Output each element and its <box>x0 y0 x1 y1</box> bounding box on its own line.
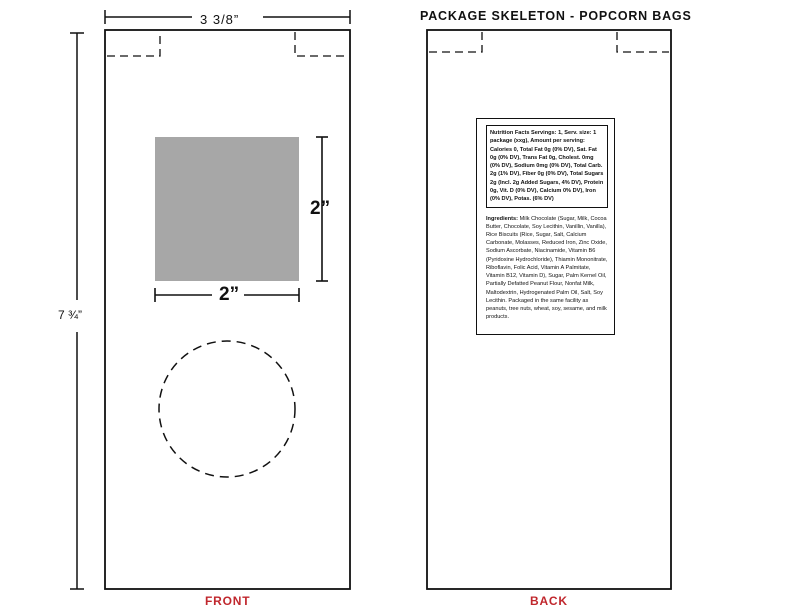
page-title: PACKAGE SKELETON - POPCORN BAGS <box>420 9 692 23</box>
front-fold-marks <box>107 32 348 56</box>
ingredients-heading: Ingredients: <box>486 215 519 222</box>
front-panel <box>105 30 350 589</box>
dashed-circle-cutout <box>159 341 295 477</box>
window-width-label: 2” <box>219 284 240 305</box>
nutrition-facts: Nutrition Facts Servings: 1, Serv. size: 1 package (xxg), Amount per serving: Calories 0, Total Fat 0g (0% DV), Sat. Fat 0g (0% DV), Trans Fat 0g, Cholest. 0mg (0% DV), Sodium 0mg (0% DV), Total Carb. 2g (1% DV), Fiber 0g (0% DV), Total Sugars 2g (Incl. 2g Added Sugars, 4% DV), Protein 0g, Vit. D (0% DV), Calcium 0% DV), Iron (0% DV), Potas. (6% DV) <box>486 125 608 208</box>
height-label: 7 ¾” <box>58 308 83 322</box>
nutrition-label <box>476 118 615 335</box>
window-height-label: 2” <box>310 198 331 219</box>
width-label: 3 3/8” <box>200 12 240 27</box>
front-label: FRONT <box>205 594 251 608</box>
ingredients-text <box>486 215 608 322</box>
back-fold-marks <box>429 32 669 52</box>
ingredients-list: Milk Chocolate (Sugar, Milk, Cocoa Butter, Chocolate, Soy Lecithin, Vanillin, Vanilla), Rice Biscuits (Rice, Sugar, Salt, Calcium Carbonate, Molasses, Reduced Iron, Zinc Oxide, Sodium Ascorbate, Niacinamide, Vitamin B6 (Pyridoxine Hydrochloride), Thiamin Mononitrate, Riboflavin, Folic Acid, Vitamin A Palmitate, Vitamin B12, Vitamin D), Sugar, Palm Kernel Oil, Partially Defatted Peanut Flour, Nonfat Milk, Maltodextrin, Hydrogenated Palm Oil, Salt, Soy Lecithin. Packaged in the same facility as peanuts, tree nuts, wheat, soy, sesame, and milk products. <box>486 215 608 321</box>
label-window <box>155 137 299 281</box>
back-label: BACK <box>530 594 568 608</box>
